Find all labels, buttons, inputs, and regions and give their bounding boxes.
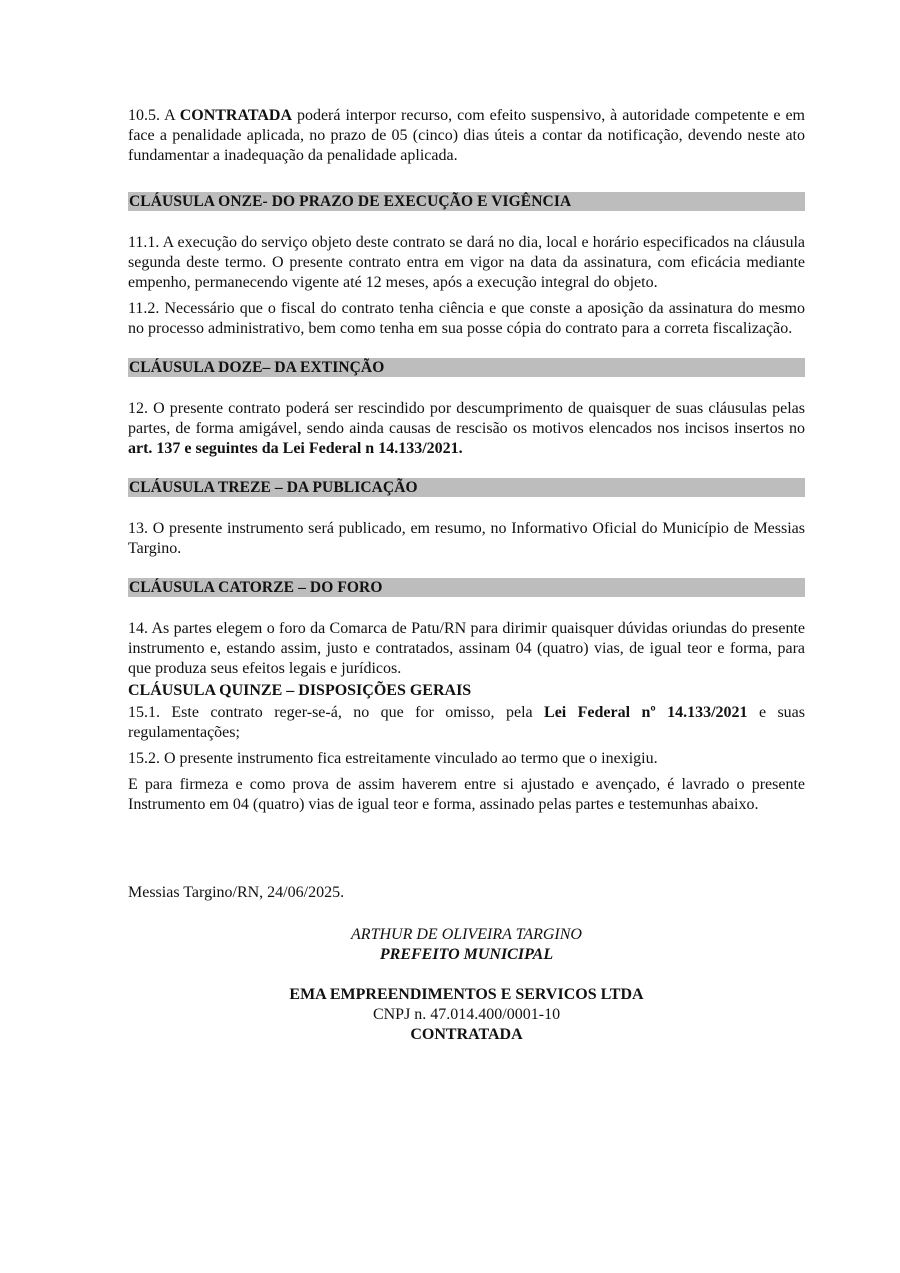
signer-name: ARTHUR DE OLIVEIRA TARGINO <box>351 926 582 943</box>
paragraph-10-5 <box>128 106 805 166</box>
paragraph-14: 14. As partes elegem o foro da Comarca de Patu/RN para dirimir quaisquer dúvidas oriundas do presente instrumento e, estando assim, justo e contratados, assinam 04 (quatro) vias, de igual teor e forma, para que produza seus efeitos legais e jurídicos. <box>128 620 805 677</box>
place-date: Messias Targino/RN, 24/06/2025. <box>128 884 345 901</box>
paragraph-11-2: 11.2. Necessário que o fiscal do contrato tenha ciência e que conste a aposição da assinatura do mesmo no processo administrativo, bem como tenha em sua posse cópia do contrato para a correta fiscalização. <box>128 300 805 337</box>
p10-5-bold: CONTRATADA <box>179 107 292 124</box>
signer-role: PREFEITO MUNICIPAL <box>379 946 554 963</box>
paragraph-13: 13. O presente instrumento será publicado, em resumo, no Informativo Oficial do Município de Messias Targino. <box>128 520 805 557</box>
p10-5-pre: 10.5. A <box>128 107 180 124</box>
paragraph-11-1: 11.1. A execução do serviço objeto deste contrato se dará no dia, local e horário especificados na cláusula segunda deste termo. O presente contrato entra em vigor na data da assinatura, com eficácia mediante empenho, permanecendo vigente até 12 meses, após a execução integral do objeto. <box>128 234 805 291</box>
heading-clausula-doze: CLÁUSULA DOZE– DA EXTINÇÃO <box>128 358 805 377</box>
p10-5-post: poderá interpor recurso, com efeito suspensivo, à autoridade competente e em face a penalidade aplicada, no prazo de 05 (cinco) dias úteis a contar da notificação, devendo neste ato fundamentar a inadequação da penalidade aplicada. <box>128 107 805 164</box>
paragraph-closing: E para firmeza e como prova de assim haverem entre si ajustado e avençado, é lavrado o presente Instrumento em 04 (quatro) vias de igual teor e forma, assinado pelas partes e testemunhas abaixo. <box>128 776 805 813</box>
company-name: EMA EMPREENDIMENTOS E SERVICOS LTDA <box>289 986 644 1003</box>
heading-clausula-onze: CLÁUSULA ONZE- DO PRAZO DE EXECUÇÃO E VIGÊNCIA <box>128 192 805 211</box>
p12-bold: art. 137 e seguintes da Lei Federal n 14.133/2021. <box>128 440 463 457</box>
p15-1-post: e suas regulamentações; <box>128 704 806 741</box>
signature-block-mayor <box>128 925 805 965</box>
heading-clausula-treze: CLÁUSULA TREZE – DA PUBLICAÇÃO <box>128 478 805 497</box>
p12-pre: 12. O presente contrato poderá ser rescindido por descumprimento de quaisquer de suas cláusulas pelas partes, de forma amigável, sendo ainda causas de rescisão os motivos elencados nos incisos insertos no <box>128 400 805 437</box>
p15-1-bold: Lei Federal nº 14.133/2021 <box>544 704 748 721</box>
signature-block-contractor <box>128 985 805 1045</box>
paragraph-15-1 <box>128 703 805 743</box>
company-cnpj: CNPJ n. 47.014.400/0001-10 <box>372 1006 561 1023</box>
paragraph-12 <box>128 399 805 459</box>
heading-clausula-catorze: CLÁUSULA CATORZE – DO FORO <box>128 578 805 597</box>
paragraph-15-2: 15.2. O presente instrumento fica estreitamente vinculado ao termo que o inexigiu. <box>128 750 658 767</box>
heading-clausula-quinze: CLÁUSULA QUINZE – DISPOSIÇÕES GERAIS <box>128 682 472 699</box>
p15-1-pre: 15.1. Este contrato reger-se-á, no que for omisso, pela <box>128 704 545 721</box>
company-role: CONTRATADA <box>410 1026 523 1043</box>
